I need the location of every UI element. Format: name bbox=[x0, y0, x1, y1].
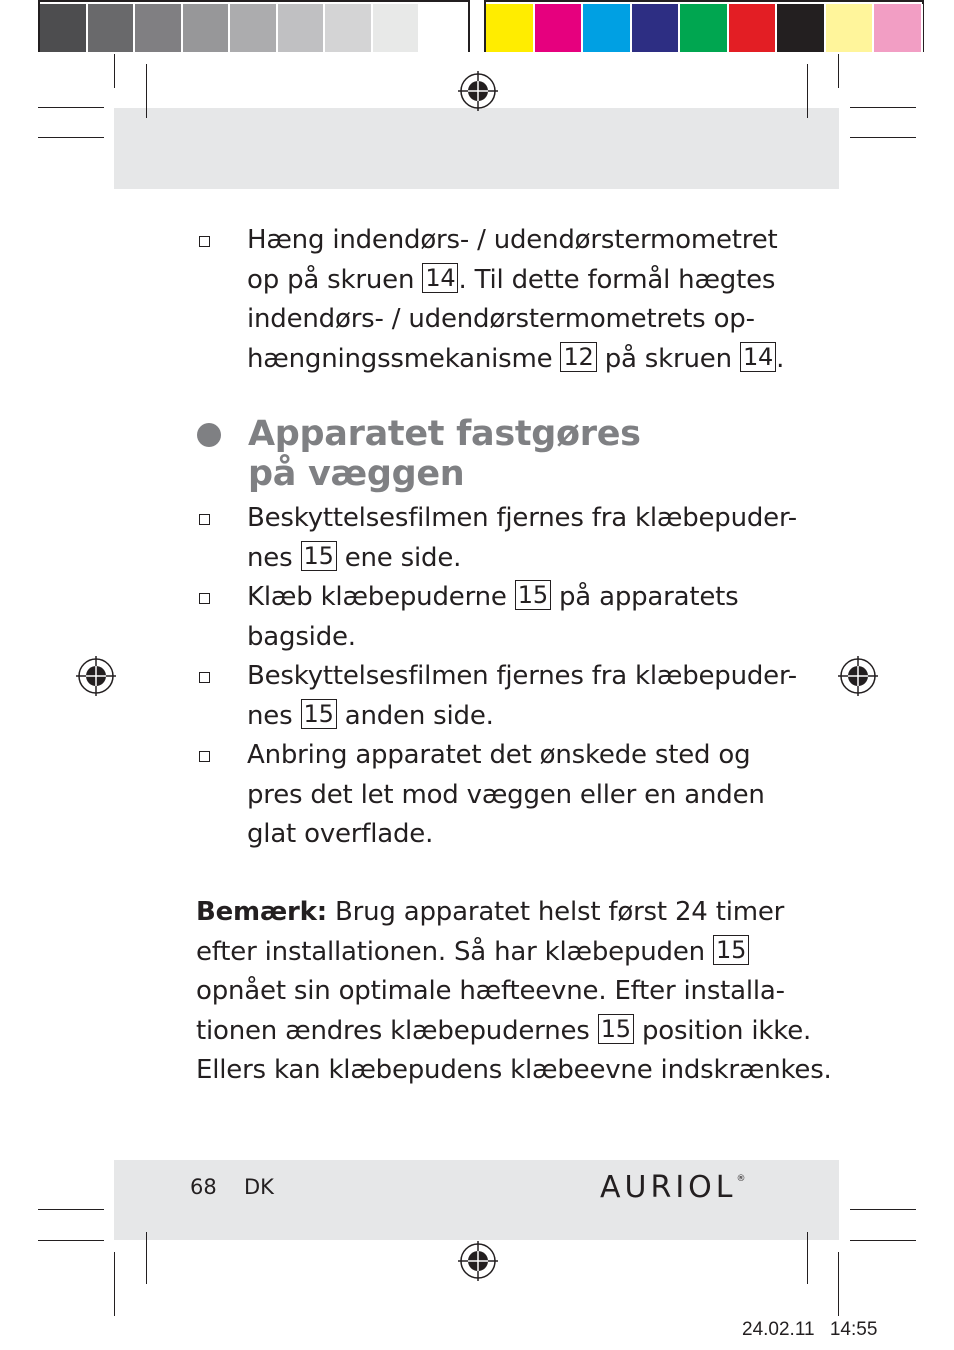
registration-mark-icon bbox=[458, 1241, 498, 1281]
crop-mark bbox=[850, 1240, 916, 1241]
part-reference-12: 12 bbox=[560, 342, 596, 372]
text-fragment: Klæb klæbepuderne bbox=[247, 582, 507, 612]
step-remove-film-one-side bbox=[247, 499, 797, 578]
checkbox-bullet-icon bbox=[199, 751, 210, 762]
text-fragment: ene side. bbox=[344, 542, 462, 573]
part-reference-15: 15 bbox=[713, 935, 749, 965]
print-date: 24.02.11 bbox=[742, 1319, 815, 1340]
section-heading bbox=[248, 414, 641, 494]
color-swatch bbox=[777, 4, 826, 52]
color-swatch bbox=[420, 4, 468, 52]
crop-mark bbox=[38, 137, 104, 138]
part-reference-14: 14 bbox=[422, 263, 458, 293]
text-line bbox=[196, 1012, 812, 1052]
text-fragment: efter installationen. Så har klæbepuden bbox=[196, 936, 705, 967]
crop-mark bbox=[850, 1209, 916, 1210]
text-line: Hæng indendørs- / udendørstermometret bbox=[247, 225, 778, 255]
text-fragment: Brug apparatet helst først 24 timer bbox=[334, 897, 785, 927]
text-line: opnået sin optimale hæfteevne. Efter installa- bbox=[196, 976, 785, 1006]
registration-mark-icon bbox=[838, 656, 878, 696]
crop-mark bbox=[38, 1209, 104, 1210]
color-swatch bbox=[632, 4, 681, 52]
text-line bbox=[196, 933, 776, 973]
color-swatch bbox=[583, 4, 632, 52]
brand-name: AURIOL bbox=[600, 1170, 737, 1205]
crop-mark bbox=[38, 1240, 104, 1241]
text-line: Ellers kan klæbepudens klæbeevne indskrænkes. bbox=[196, 1055, 832, 1085]
instruction-hang-thermometer bbox=[247, 221, 787, 379]
checkbox-bullet-icon bbox=[199, 593, 210, 604]
grayscale-bar bbox=[40, 2, 468, 54]
text-fragment: position ikke. bbox=[641, 1015, 812, 1046]
text-fragment: . Til dette formål hægtes bbox=[458, 264, 776, 295]
crop-mark bbox=[114, 1252, 115, 1316]
heading-line: Apparatet fastgøres bbox=[248, 414, 641, 454]
crop-mark bbox=[850, 107, 916, 108]
color-swatch bbox=[535, 4, 584, 52]
text-line: bagside. bbox=[247, 621, 356, 652]
text-line: Beskyttelsesfilmen fjernes fra klæbepuder- bbox=[247, 661, 797, 691]
part-reference-15: 15 bbox=[301, 699, 337, 729]
color-swatch bbox=[373, 4, 421, 52]
text-line: glat overflade. bbox=[247, 819, 434, 849]
crop-mark bbox=[838, 54, 839, 88]
crop-mark bbox=[146, 1232, 147, 1284]
checkbox-bullet-icon bbox=[199, 514, 210, 525]
text-fragment: tionen ændres klæbepudernes bbox=[196, 1015, 590, 1046]
checkbox-bullet-icon bbox=[199, 672, 210, 683]
note-paragraph bbox=[196, 893, 832, 1091]
note-label: Bemærk: bbox=[196, 897, 327, 927]
text-line: Anbring apparatet det ønskede sted og bbox=[247, 740, 751, 770]
color-swatch bbox=[183, 4, 231, 52]
color-swatch bbox=[826, 4, 875, 52]
text-fragment: nes bbox=[247, 542, 293, 573]
color-swatch bbox=[88, 4, 136, 52]
crop-mark bbox=[38, 107, 104, 108]
text-fragment: på skruen bbox=[604, 343, 732, 374]
crop-mark bbox=[146, 64, 147, 118]
text-fragment: . bbox=[776, 343, 785, 374]
color-swatch bbox=[325, 4, 373, 52]
text-line: Beskyttelsesfilmen fjernes fra klæbepuder- bbox=[247, 503, 797, 533]
crop-mark bbox=[807, 1232, 808, 1284]
print-timestamp bbox=[742, 1319, 877, 1341]
text-fragment: op på skruen bbox=[247, 264, 415, 295]
header-band bbox=[114, 108, 839, 189]
text-line bbox=[247, 578, 787, 618]
registration-mark-icon bbox=[458, 71, 498, 111]
text-line bbox=[196, 893, 785, 933]
page-number: 68 bbox=[190, 1175, 217, 1199]
crop-mark bbox=[807, 64, 808, 118]
step-place-device bbox=[247, 736, 787, 855]
text-fragment: hængningssmekanisme bbox=[247, 343, 553, 374]
part-reference-14: 14 bbox=[740, 342, 776, 372]
crop-mark bbox=[850, 137, 916, 138]
text-fragment: nes bbox=[247, 700, 293, 731]
color-swatch bbox=[278, 4, 326, 52]
text-fragment: på apparatets bbox=[558, 582, 739, 612]
heading-line: på væggen bbox=[248, 454, 465, 494]
language-code: DK bbox=[244, 1175, 274, 1199]
color-swatch bbox=[40, 4, 88, 52]
text-line bbox=[247, 340, 787, 380]
step-attach-pads bbox=[247, 578, 787, 657]
part-reference-15: 15 bbox=[515, 580, 551, 610]
checkbox-bullet-icon bbox=[199, 236, 210, 247]
part-reference-15: 15 bbox=[598, 1014, 634, 1044]
text-fragment: anden side. bbox=[344, 700, 494, 731]
text-line: pres det let mod væggen eller en anden bbox=[247, 779, 765, 810]
color-swatch bbox=[486, 4, 535, 52]
print-time: 14:55 bbox=[829, 1319, 878, 1340]
heading-bullet-icon bbox=[197, 423, 221, 447]
part-reference-15: 15 bbox=[301, 541, 337, 571]
registration-mark-icon bbox=[76, 656, 116, 696]
color-swatch bbox=[874, 4, 923, 52]
color-swatch bbox=[680, 4, 729, 52]
crop-mark bbox=[838, 1252, 839, 1316]
color-swatch bbox=[135, 4, 183, 52]
brand-logo bbox=[600, 1170, 746, 1205]
text-line: indendørs- / udendørstermometrets op- bbox=[247, 304, 755, 334]
color-bar bbox=[486, 2, 923, 54]
crop-mark bbox=[114, 54, 115, 88]
color-swatch bbox=[230, 4, 278, 52]
color-swatch bbox=[729, 4, 778, 52]
text-line bbox=[247, 697, 787, 737]
step-remove-film-other-side bbox=[247, 657, 797, 736]
text-line bbox=[247, 261, 787, 301]
text-line bbox=[247, 539, 787, 579]
registered-mark: ® bbox=[736, 1174, 746, 1184]
